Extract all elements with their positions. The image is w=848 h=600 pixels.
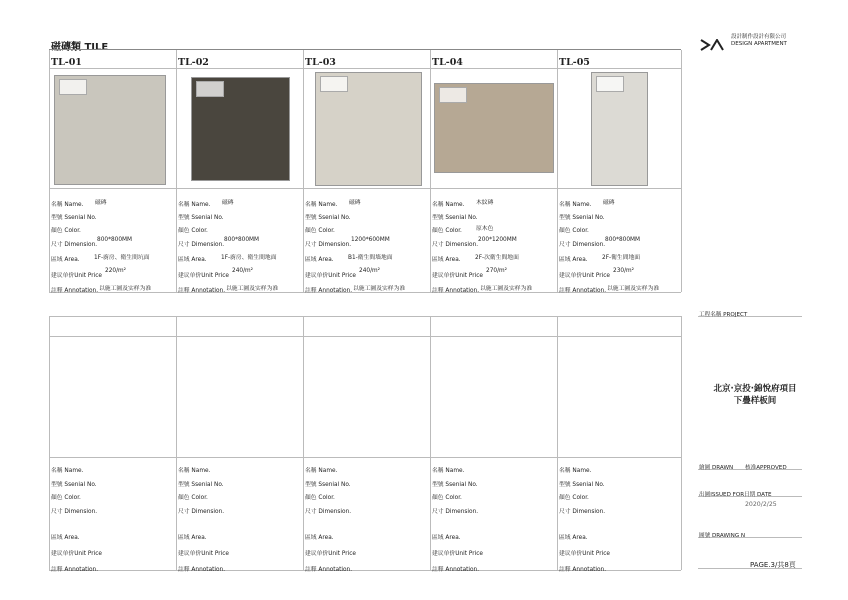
top-column-divider: [49, 50, 50, 292]
field-label-serial: 型號 Ssenial No.: [178, 215, 224, 221]
field-label-serial: 型號 Ssenial No.: [559, 482, 605, 488]
field-label-annotation: 註釋 Annotation.: [559, 567, 607, 573]
field-label-name: 名稱 Name.: [432, 468, 465, 474]
bottom-column-divider: [176, 316, 177, 570]
field-value-name: 磁磚: [349, 200, 361, 206]
tile-sample-image: [434, 83, 554, 173]
field-label-price: 建议单价Unit Price: [178, 551, 229, 557]
field-label-dimension: 尺寸 Dimension.: [559, 242, 606, 248]
field-value-annotation: 以施工圖及实样为准: [353, 286, 406, 292]
field-label-dimension: 尺寸 Dimension.: [432, 242, 479, 248]
sample-label-sticker: [59, 79, 87, 95]
field-label-price: 建议单价Unit Price: [305, 273, 356, 279]
field-value-area: 2F-衛生間地面: [602, 255, 641, 261]
top-column-divider: [176, 50, 177, 292]
project-name-line-2: 下疊样板间: [733, 396, 777, 406]
sample-label-sticker: [439, 87, 467, 103]
field-label-dimension: 尺寸 Dimension.: [178, 242, 225, 248]
field-label-serial: 型號 Ssenial No.: [51, 215, 97, 221]
field-value-dimension: 1200*600MM: [351, 237, 390, 243]
sample-label-sticker: [196, 81, 224, 97]
field-label-color: 顏色 Color.: [51, 228, 81, 234]
field-label-annotation: 註釋 Annotation.: [178, 288, 226, 294]
field-value-price: 240/m²: [232, 268, 253, 274]
field-label-serial: 型號 Ssenial No.: [305, 482, 351, 488]
field-label-area: 區域 Area.: [305, 257, 334, 263]
field-label-name: 名稱 Name.: [178, 468, 211, 474]
field-label-color: 顏色 Color.: [559, 228, 589, 234]
sample-code: TL-03: [305, 57, 336, 68]
tile-sample-image: [191, 77, 290, 181]
company-line-1: 設計制作設計有限公司: [731, 34, 787, 40]
company-logo-icon: [700, 36, 726, 55]
field-value-annotation: 以施工圖及实样为准: [99, 286, 152, 292]
field-value-name: 木紋磚: [476, 200, 494, 206]
field-label-price: 建议单价Unit Price: [432, 551, 483, 557]
project-name-line-1: 北京·京投·錦悅府項目: [713, 384, 797, 394]
field-label-area: 區域 Area.: [305, 535, 334, 541]
tile-sample-image: [315, 72, 422, 186]
field-label-name: 名稱 Name.: [305, 202, 338, 208]
bottom-header-rule: [49, 336, 681, 337]
field-value-dimension: 800*800MM: [605, 237, 641, 243]
date-label: 日期 DATE: [744, 492, 772, 498]
page-number: PAGE.3/共8頁: [750, 561, 796, 569]
bottom-column-divider: [557, 316, 558, 570]
approved-label: 核准APPROVED: [745, 465, 787, 471]
field-label-dimension: 尺寸 Dimension.: [178, 509, 225, 515]
field-label-area: 區域 Area.: [178, 257, 207, 263]
date-value: 2020/2/25: [745, 501, 777, 508]
drawing-number-label: 圖號 DRAWING N: [699, 533, 746, 539]
field-value-price: 220/m²: [105, 268, 126, 274]
field-value-annotation: 以施工圖及实样为准: [480, 286, 533, 292]
field-label-area: 區域 Area.: [559, 535, 588, 541]
company-name: [731, 34, 787, 48]
field-label-color: 顏色 Color.: [432, 495, 462, 501]
bottom-image-rule: [49, 457, 681, 458]
top-right-border: [681, 50, 682, 292]
field-value-name: 磁磚: [95, 200, 107, 206]
title-underline: [49, 49, 681, 50]
field-label-name: 名稱 Name.: [559, 202, 592, 208]
field-label-annotation: 註釋 Annotation.: [559, 288, 607, 294]
bottom-top-rule: [49, 316, 681, 317]
field-label-serial: 型號 Ssenial No.: [51, 482, 97, 488]
field-value-area: 2F-次衛生間地面: [475, 255, 519, 261]
sample-code: TL-04: [432, 57, 463, 68]
field-label-annotation: 註釋 Annotation.: [178, 567, 226, 573]
field-value-price: 230/m²: [613, 268, 634, 274]
sample-code: TL-02: [178, 57, 209, 68]
field-label-price: 建议单价Unit Price: [305, 551, 356, 557]
sample-code: TL-05: [559, 57, 590, 68]
field-value-price: 270/m²: [486, 268, 507, 274]
field-label-area: 區域 Area.: [432, 535, 461, 541]
field-label-dimension: 尺寸 Dimension.: [305, 509, 352, 515]
field-value-dimension: 800*800MM: [97, 237, 133, 243]
project-label: 工程名稱 PROJECT: [699, 312, 748, 318]
top-column-divider: [557, 50, 558, 292]
tile-sample-image: [591, 72, 648, 186]
field-label-serial: 型號 Ssenial No.: [432, 215, 478, 221]
bottom-right-border: [681, 316, 682, 570]
field-label-dimension: 尺寸 Dimension.: [51, 242, 98, 248]
field-label-price: 建议单价Unit Price: [178, 273, 229, 279]
field-label-name: 名稱 Name.: [559, 468, 592, 474]
field-label-color: 顏色 Color.: [51, 495, 81, 501]
field-label-price: 建议单价Unit Price: [559, 551, 610, 557]
field-label-price: 建议单价Unit Price: [559, 273, 610, 279]
sample-label-sticker: [320, 76, 348, 92]
field-label-dimension: 尺寸 Dimension.: [51, 509, 98, 515]
bottom-column-divider: [430, 316, 431, 570]
field-label-price: 建议单价Unit Price: [51, 273, 102, 279]
field-label-name: 名稱 Name.: [51, 202, 84, 208]
sample-label-sticker: [596, 76, 624, 92]
bottom-column-divider: [49, 316, 50, 570]
field-label-color: 顏色 Color.: [305, 228, 335, 234]
field-value-area: B1-衛生間墙地面: [348, 255, 393, 261]
field-label-annotation: 註釋 Annotation.: [305, 288, 353, 294]
field-label-area: 區域 Area.: [178, 535, 207, 541]
field-label-serial: 型號 Ssenial No.: [178, 482, 224, 488]
field-label-annotation: 註釋 Annotation.: [305, 567, 353, 573]
field-label-annotation: 註釋 Annotation.: [432, 567, 480, 573]
field-label-color: 顏色 Color.: [178, 228, 208, 234]
field-label-dimension: 尺寸 Dimension.: [432, 509, 479, 515]
page-title: 磁磚類 TILE: [51, 42, 109, 53]
top-column-divider: [303, 50, 304, 292]
field-value-price: 240/m²: [359, 268, 380, 274]
field-label-name: 名稱 Name.: [51, 468, 84, 474]
drawn-label: 繪圖 DRAWN: [699, 465, 734, 471]
field-label-annotation: 註釋 Annotation.: [51, 567, 99, 573]
field-value-name: 磁磚: [222, 200, 234, 206]
field-label-area: 區域 Area.: [559, 257, 588, 263]
field-label-color: 顏色 Color.: [559, 495, 589, 501]
field-value-annotation: 以施工圖及实样为准: [607, 286, 660, 292]
field-value-name: 磁磚: [603, 200, 615, 206]
field-value-dimension: 800*800MM: [224, 237, 260, 243]
field-value-dimension: 200*1200MM: [478, 237, 517, 243]
field-label-color: 顏色 Color.: [305, 495, 335, 501]
field-value-annotation: 以施工圖及实样为准: [226, 286, 279, 292]
field-label-dimension: 尺寸 Dimension.: [305, 242, 352, 248]
field-value-area: 1F-廚房、衛生間坑面: [94, 255, 150, 261]
top-image-rule: [49, 188, 681, 189]
field-value-area: 1F-廚房、衛生間地面: [221, 255, 277, 261]
field-label-price: 建议单价Unit Price: [51, 551, 102, 557]
field-label-name: 名稱 Name.: [432, 202, 465, 208]
field-label-dimension: 尺寸 Dimension.: [559, 509, 606, 515]
field-label-annotation: 註釋 Annotation.: [51, 288, 99, 294]
field-label-color: 顏色 Color.: [432, 228, 462, 234]
bottom-column-divider: [303, 316, 304, 570]
field-label-price: 建议单价Unit Price: [432, 273, 483, 279]
sample-code: TL-01: [51, 57, 82, 68]
field-label-name: 名稱 Name.: [305, 468, 338, 474]
tile-sample-image: [54, 75, 166, 185]
field-label-area: 區域 Area.: [432, 257, 461, 263]
field-label-area: 區域 Area.: [51, 535, 80, 541]
field-label-serial: 型號 Ssenial No.: [432, 482, 478, 488]
issued-label: 出圖ISSUED FOR: [699, 492, 745, 498]
field-label-annotation: 註釋 Annotation.: [432, 288, 480, 294]
field-label-serial: 型號 Ssenial No.: [559, 215, 605, 221]
field-label-color: 顏色 Color.: [178, 495, 208, 501]
top-column-divider: [430, 50, 431, 292]
company-line-2: DESIGN APARTMENT: [731, 41, 787, 47]
field-label-area: 區域 Area.: [51, 257, 80, 263]
top-header-rule: [49, 68, 681, 69]
field-label-name: 名稱 Name.: [178, 202, 211, 208]
field-label-serial: 型號 Ssenial No.: [305, 215, 351, 221]
field-value-color: 原木色: [476, 226, 494, 232]
